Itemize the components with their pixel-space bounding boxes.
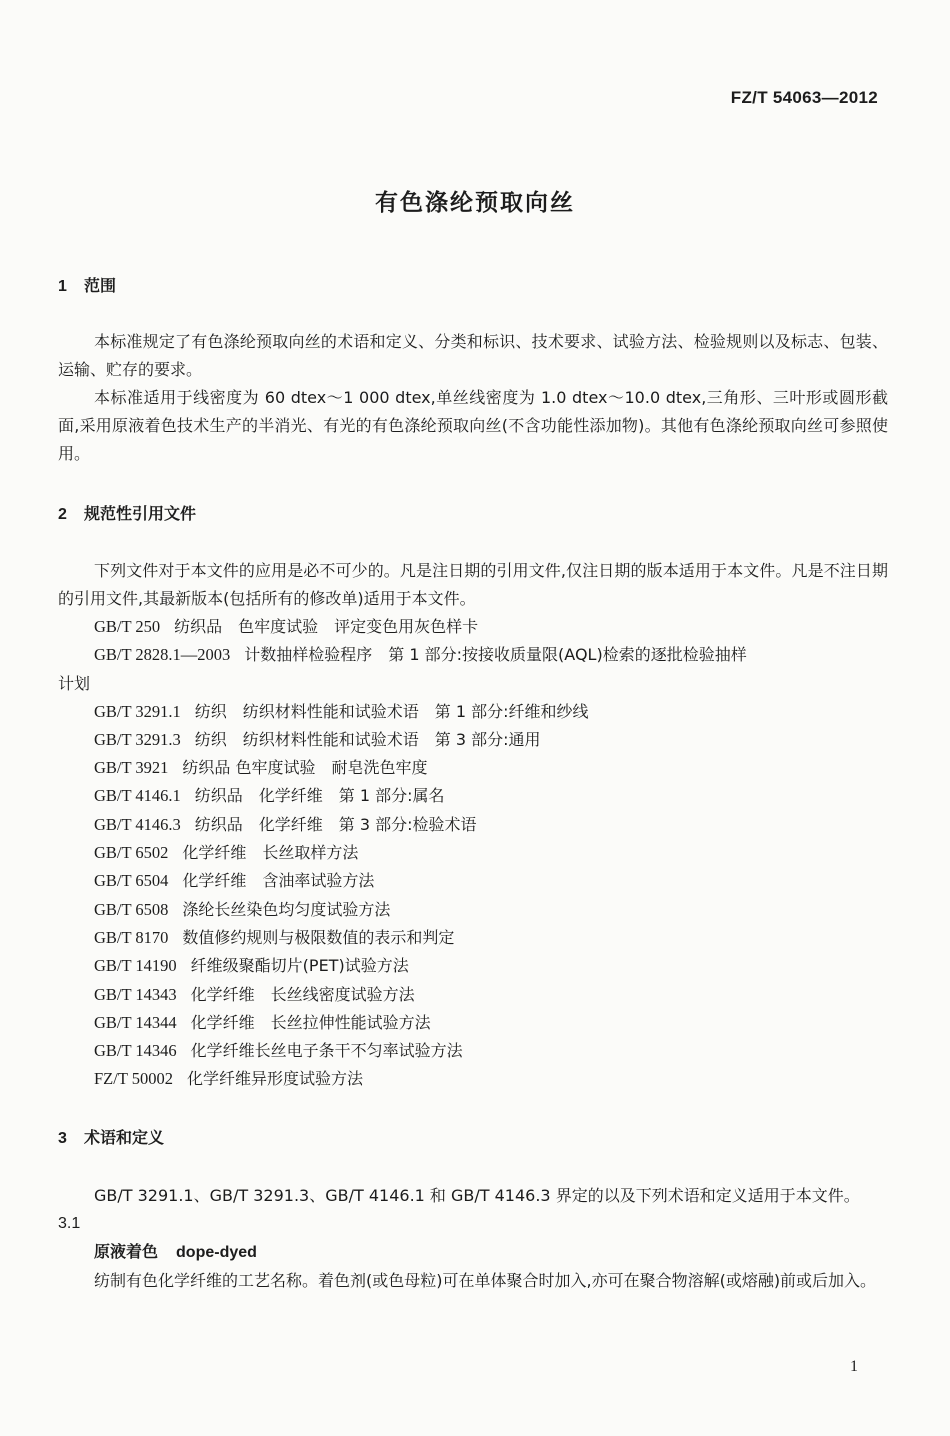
reference-name: 数值修约规则与极限数值的表示和判定: [182, 927, 455, 947]
reference-code: GB/T 3291.1: [94, 701, 181, 721]
term-number: 3.1: [58, 1215, 81, 1232]
reference-code: GB/T 2828.1—2003: [94, 645, 231, 665]
section-terms-definitions: [58, 1124, 888, 1295]
reference-code: GB/T 6508: [94, 899, 169, 919]
reference-code: GB/T 3921: [94, 758, 169, 778]
reference-code: GB/T 4146.3: [94, 814, 181, 834]
section-scope: [58, 272, 888, 468]
reference-code: GB/T 4146.1: [94, 786, 181, 806]
reference-code: GB/T 14346: [94, 1041, 177, 1061]
reference-code: GB/T 6504: [94, 871, 169, 891]
reference-code: FZ/T 50002: [94, 1069, 173, 1089]
reference-list: [58, 613, 888, 1094]
reference-name: 化学纤维长丝电子条干不匀率试验方法: [190, 1041, 463, 1061]
reference-item: [58, 811, 888, 839]
reference-name: 纺织品 色牢度试验 评定变色用灰色样卡: [174, 617, 479, 636]
section-heading: [58, 500, 888, 528]
reference-name: 化学纤维 含油率试验方法: [182, 871, 375, 891]
reference-name: 计数抽样检验程序 第 1 部分:按接收质量限(AQL)检索的逐批检验抽样: [244, 645, 747, 665]
section-title: 范围: [84, 276, 117, 295]
reference-name: 化学纤维 长丝线密度试验方法: [190, 984, 415, 1004]
section-number: 2: [58, 506, 67, 523]
reference-item: [58, 867, 888, 895]
reference-item: [58, 952, 888, 980]
reference-wrap-continuation: 计划: [58, 673, 91, 693]
reference-item: [58, 641, 888, 669]
reference-name: 化学纤维异形度试验方法: [187, 1069, 364, 1089]
reference-item: [58, 896, 888, 924]
reference-item: [58, 613, 888, 641]
section-title: 规范性引用文件: [84, 504, 197, 523]
reference-name: 纤维级聚酯切片(PET)试验方法: [190, 956, 409, 976]
reference-name: 纺织 纺织材料性能和试验术语 第 1 部分:纤维和纱线: [194, 701, 589, 721]
reference-name: 纺织品 色牢度试验 耐皂洗色牢度: [182, 758, 428, 778]
reference-name: 化学纤维 长丝取样方法: [182, 843, 359, 863]
scope-paragraph-2: 本标准适用于线密度为 60 dtex～1 000 dtex,单丝线密度为 1.0 dtex～10.0 dtex,三角形、三叶形或圆形截面,采用原液着色技术生产的半消光、有光的有色涤纶预取向丝(不含功能性添加物)。其他有色涤纶预取向丝可参照使用。: [58, 388, 888, 463]
term-english: dope-dyed: [176, 1244, 257, 1261]
reference-code: GB/T 14190: [94, 956, 177, 976]
section-heading: [58, 1124, 888, 1152]
scope-paragraph-1: 本标准规定了有色涤纶预取向丝的术语和定义、分类和标识、技术要求、试验方法、检验规则以及标志、包装、运输、贮存的要求。: [58, 332, 888, 379]
reference-name: 纺织 纺织材料性能和试验术语 第 3 部分:通用: [194, 729, 541, 749]
reference-code: GB/T 14344: [94, 1012, 177, 1032]
section-number: 3: [58, 1130, 67, 1147]
terms-intro: GB/T 3291.1、GB/T 3291.3、GB/T 4146.1 和 GB/T 4146.3 界定的以及下列术语和定义适用于本文件。: [94, 1186, 860, 1205]
page-number: 1: [850, 1358, 858, 1375]
reference-code: GB/T 6502: [94, 843, 169, 863]
reference-code: GB/T 14343: [94, 984, 177, 1004]
section-heading: [58, 272, 888, 300]
reference-item: [58, 782, 888, 810]
term-definition: 纺制有色化学纤维的工艺名称。着色剂(或色母粒)可在单体聚合时加入,亦可在聚合物溶解(或熔融)前或后加入。: [94, 1271, 877, 1290]
reference-code: GB/T 8170: [94, 927, 169, 947]
section-normative-references: [58, 500, 888, 1094]
term-entry: [58, 1238, 888, 1267]
reference-item: [58, 1037, 888, 1065]
section-number: 1: [58, 278, 67, 295]
reference-name: 纺织品 化学纤维 第 3 部分:检验术语: [194, 814, 477, 834]
section-title: 术语和定义: [84, 1128, 165, 1147]
reference-item: [58, 1009, 888, 1037]
references-intro: 下列文件对于本文件的应用是必不可少的。凡是注日期的引用文件,仅注日期的版本适用于本文件。凡是不注日期的引用文件,其最新版本(包括所有的修改单)适用于本文件。: [58, 561, 888, 608]
reference-item: [58, 1065, 888, 1093]
standard-code: FZ/T 54063—2012: [730, 88, 878, 107]
reference-item: [58, 726, 888, 754]
reference-item: [58, 981, 888, 1009]
reference-code: GB/T 3291.3: [94, 729, 181, 749]
reference-item: [58, 754, 888, 782]
reference-item: [58, 839, 888, 867]
reference-name: 化学纤维 长丝拉伸性能试验方法: [190, 1012, 431, 1032]
reference-item: [58, 924, 888, 952]
reference-name: 纺织品 化学纤维 第 1 部分:属名: [194, 786, 445, 806]
document-title: 有色涤纶预取向丝: [375, 190, 575, 216]
reference-code: GB/T 250: [94, 617, 161, 636]
term-chinese: 原液着色: [94, 1242, 159, 1261]
reference-name: 涤纶长丝染色均匀度试验方法: [182, 899, 391, 919]
reference-item: [58, 698, 888, 726]
